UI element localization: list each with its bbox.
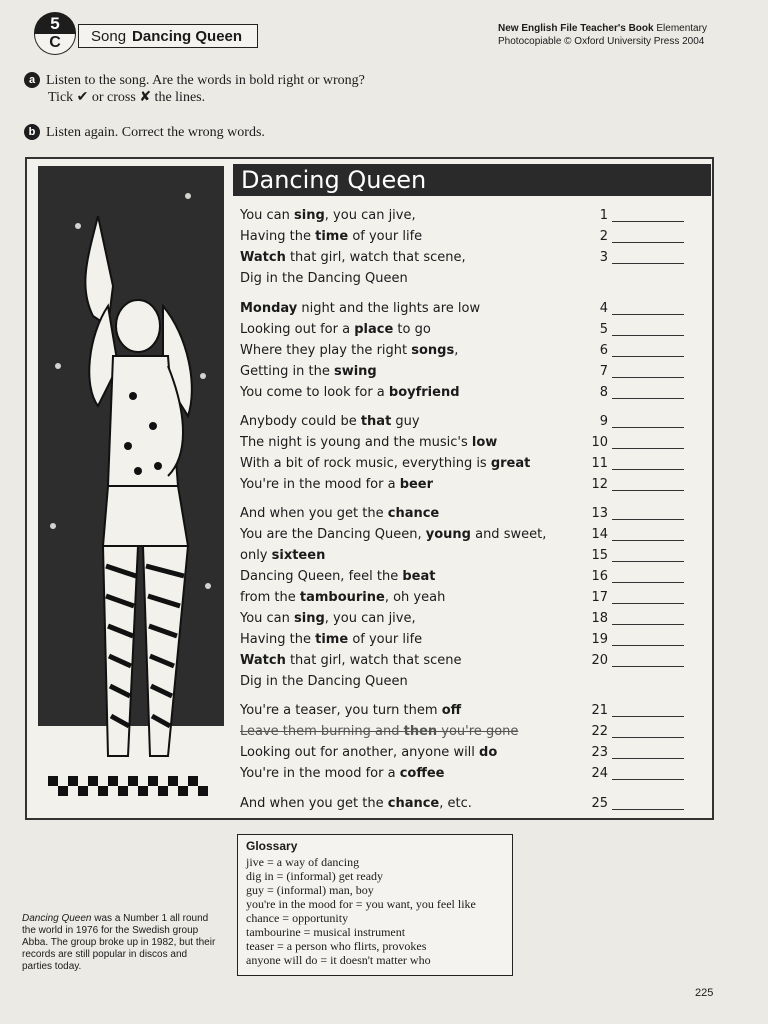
book-type: Teacher's Book <box>580 23 654 34</box>
song-line-text: You can <box>240 611 295 626</box>
song-line-bold-word: time <box>315 229 349 244</box>
answer-blank[interactable] <box>612 624 684 625</box>
song-line <box>240 476 433 494</box>
dancer-illustration <box>38 166 224 810</box>
song-line-bold-word: tambourine <box>299 590 385 605</box>
song-line-text: Where they play the right <box>240 343 412 358</box>
glossary-item: tambourine = musical instrument <box>246 925 406 939</box>
song-line <box>240 795 472 813</box>
line-number: 2 <box>599 229 608 244</box>
answer-blank[interactable] <box>612 427 684 428</box>
line-number: 5 <box>599 322 608 337</box>
song-line-text-end: of your life <box>348 229 423 244</box>
song-line-bold-word: sing <box>294 611 325 626</box>
song-line-text-end: , you can jive, <box>324 208 416 223</box>
song-line <box>240 589 445 607</box>
instruction-a <box>24 72 365 106</box>
line-number: 3 <box>599 250 608 265</box>
glossary-item: chance = opportunity <box>246 911 349 925</box>
song-line <box>240 610 416 628</box>
line-number: 17 <box>591 590 608 605</box>
song-line-text-end: that girl, watch that scene <box>285 653 462 668</box>
line-number: 9 <box>599 414 608 429</box>
line-number: 8 <box>599 385 608 400</box>
song-line <box>240 207 416 225</box>
song-line <box>240 547 325 565</box>
song-line-text-end: night and the lights are low <box>297 301 481 316</box>
answer-blank[interactable] <box>612 582 684 583</box>
song-line-bold-word: chance <box>387 506 440 521</box>
song-line <box>240 363 377 381</box>
song-line-bold-word: that <box>360 414 392 429</box>
song-line <box>240 249 466 267</box>
song-note <box>22 913 218 973</box>
glossary-box <box>237 834 513 976</box>
answer-blank[interactable] <box>612 561 684 562</box>
song-line-bold-word: Watch <box>240 250 286 265</box>
glossary-item: guy = (informal) man, boy <box>246 883 374 897</box>
line-number: 24 <box>591 766 608 781</box>
song-line-text: And when you get the <box>240 506 388 521</box>
song-line-bold-word: sixteen <box>271 548 326 563</box>
section-label: Song <box>91 28 127 45</box>
answer-blank[interactable] <box>612 221 684 222</box>
line-number: 25 <box>591 796 608 811</box>
copyright-line: Photocopiable © Oxford University Press 2004 <box>498 36 705 47</box>
song-line-text: You're in the mood for a <box>240 477 400 492</box>
line-number: 20 <box>591 653 608 668</box>
line-number: 22 <box>591 724 608 739</box>
answer-blank[interactable] <box>612 645 684 646</box>
song-line-bold-word: chance <box>387 796 440 811</box>
line-number: 10 <box>591 435 608 450</box>
song-line <box>240 744 497 762</box>
song-line-bold-word: young <box>425 527 471 542</box>
answer-blank[interactable] <box>612 469 684 470</box>
answer-blank[interactable] <box>612 737 684 738</box>
song-line-text: Having the <box>240 632 316 647</box>
section-title <box>78 24 258 48</box>
song-line-text-end: and sweet, <box>470 527 547 542</box>
song-line <box>240 228 422 246</box>
song-line-text: Dancing Queen, feel the <box>240 569 403 584</box>
line-number: 21 <box>591 703 608 718</box>
song-line-text: With a bit of rock music, everything is <box>240 456 491 471</box>
answer-blank[interactable] <box>612 377 684 378</box>
song-line <box>240 723 518 741</box>
answer-blank[interactable] <box>612 519 684 520</box>
song-line <box>240 300 480 318</box>
answer-blank[interactable] <box>612 716 684 717</box>
answer-blank[interactable] <box>612 448 684 449</box>
glossary-item: jive = a way of dancing <box>246 855 360 869</box>
line-number: 16 <box>591 569 608 584</box>
song-line-text: You are the Dancing Queen, <box>240 527 426 542</box>
song-line-text: Leave them burning and <box>240 724 404 739</box>
glossary-item: dig in = (informal) get ready <box>246 869 384 883</box>
song-line <box>240 673 408 691</box>
line-number: 11 <box>591 456 608 471</box>
line-number: 19 <box>591 632 608 647</box>
publisher-info <box>498 22 707 48</box>
song-line-bold-word: beat <box>402 569 436 584</box>
song-line-bold-word: songs <box>411 343 455 358</box>
answer-blank[interactable] <box>612 263 684 264</box>
song-line-bold-word: great <box>490 456 531 471</box>
line-number: 7 <box>599 364 608 379</box>
song-line-text-end: that girl, watch that scene, <box>285 250 466 265</box>
instruction-a-line1: Listen to the song. Are the words in bold right or wrong? <box>46 73 365 88</box>
marker-b-icon: b <box>24 124 40 140</box>
song-line <box>240 270 408 288</box>
glossary-item: you're in the mood for = you want, you feel like <box>246 897 476 911</box>
answer-blank[interactable] <box>612 356 684 357</box>
note-text: was a Number 1 all round the world in 1976 for the Swedish group Abba. The group broke up in 1982, but their records are still popular in discos and parties today. <box>22 913 216 972</box>
marker-a-icon: a <box>24 72 40 88</box>
song-line <box>240 652 461 670</box>
line-number: 18 <box>591 611 608 626</box>
song-line-text-end: you're gone <box>437 724 519 739</box>
song-line <box>240 434 497 452</box>
instruction-b-text: Listen again. Correct the wrong words. <box>46 125 265 140</box>
song-line <box>240 631 422 649</box>
song-line <box>240 321 431 339</box>
song-line-text: Dig in the Dancing Queen <box>240 271 408 286</box>
song-line-bold-word: Monday <box>240 301 298 316</box>
song-line <box>240 384 460 402</box>
song-line-text-end: , oh yeah <box>384 590 446 605</box>
song-line-bold-word: time <box>315 632 349 647</box>
song-line-text: Anybody could be <box>240 414 361 429</box>
book-title: New English File <box>498 23 578 34</box>
answer-blank[interactable] <box>612 666 684 667</box>
song-line-text: You come to look for a <box>240 385 389 400</box>
page-number: 225 <box>695 987 714 999</box>
section-title-text: Dancing Queen <box>132 28 243 45</box>
answer-blank[interactable] <box>612 242 684 243</box>
song-line-text: from the <box>240 590 300 605</box>
answer-blank[interactable] <box>612 398 684 399</box>
song-line-text-end: , you can jive, <box>324 611 416 626</box>
song-line-text-end: , etc. <box>439 796 472 811</box>
answer-blank[interactable] <box>612 314 684 315</box>
unit-letter-badge: C <box>34 34 76 55</box>
answer-blank[interactable] <box>612 779 684 780</box>
answer-blank[interactable] <box>612 758 684 759</box>
instruction-a-line2: Tick ✔ or cross ✘ the lines. <box>48 90 206 105</box>
song-line-bold-word: coffee <box>399 766 445 781</box>
line-number: 13 <box>591 506 608 521</box>
song-line-text: You're a teaser, you turn them <box>240 703 442 718</box>
line-number: 23 <box>591 745 608 760</box>
song-line-text-end: , <box>454 343 459 358</box>
line-number: 4 <box>599 301 608 316</box>
song-line-text: The night is young and the music's <box>240 435 472 450</box>
song-line-bold-word: place <box>354 322 394 337</box>
song-line <box>240 342 458 360</box>
song-line-text: Getting in the <box>240 364 334 379</box>
song-line-bold-word: do <box>479 745 498 760</box>
song-line-text: Dig in the Dancing Queen <box>240 674 408 689</box>
glossary-item: anyone will do = it doesn't matter who <box>246 953 431 967</box>
song-line-text: You're in the mood for a <box>240 766 400 781</box>
song-line <box>240 505 439 523</box>
glossary-item: teaser = a person who flirts, provokes <box>246 939 427 953</box>
song-line-bold-word: beer <box>399 477 434 492</box>
song-line-bold-word: Watch <box>240 653 286 668</box>
song-line-bold-word: boyfriend <box>388 385 460 400</box>
book-level: Elementary <box>656 23 707 34</box>
song-line <box>240 413 420 431</box>
unit-number-badge: 5 <box>34 12 76 34</box>
song-line-text-end: of your life <box>348 632 423 647</box>
song-line <box>240 526 546 544</box>
line-number: 1 <box>599 208 608 223</box>
line-number: 12 <box>591 477 608 492</box>
instruction-b <box>24 124 265 141</box>
song-line-text: You can <box>240 208 295 223</box>
song-line-text-end: to go <box>393 322 431 337</box>
song-line <box>240 455 530 473</box>
answer-blank[interactable] <box>612 540 684 541</box>
song-line <box>240 568 435 586</box>
song-line <box>240 765 445 783</box>
line-number: 15 <box>591 548 608 563</box>
song-line-text-end: guy <box>391 414 420 429</box>
answer-blank[interactable] <box>612 603 684 604</box>
note-title: Dancing Queen <box>22 913 92 924</box>
song-line-bold-word: sing <box>294 208 325 223</box>
song-line-bold-word: then <box>403 724 438 739</box>
answer-blank[interactable] <box>612 490 684 491</box>
song-line-bold-word: off <box>441 703 462 718</box>
song-line-text: only <box>240 548 272 563</box>
line-number: 6 <box>599 343 608 358</box>
song-line-text: Looking out for another, anyone will <box>240 745 480 760</box>
song-line-text: Having the <box>240 229 316 244</box>
song-line-text: Looking out for a <box>240 322 355 337</box>
song-line-bold-word: swing <box>333 364 377 379</box>
song-line-bold-word: low <box>471 435 498 450</box>
song-line-text: And when you get the <box>240 796 388 811</box>
glossary-title: Glossary <box>246 839 298 853</box>
answer-blank[interactable] <box>612 809 684 810</box>
line-number: 14 <box>591 527 608 542</box>
song-line <box>240 702 461 720</box>
answer-blank[interactable] <box>612 335 684 336</box>
song-title: Dancing Queen <box>233 164 711 196</box>
